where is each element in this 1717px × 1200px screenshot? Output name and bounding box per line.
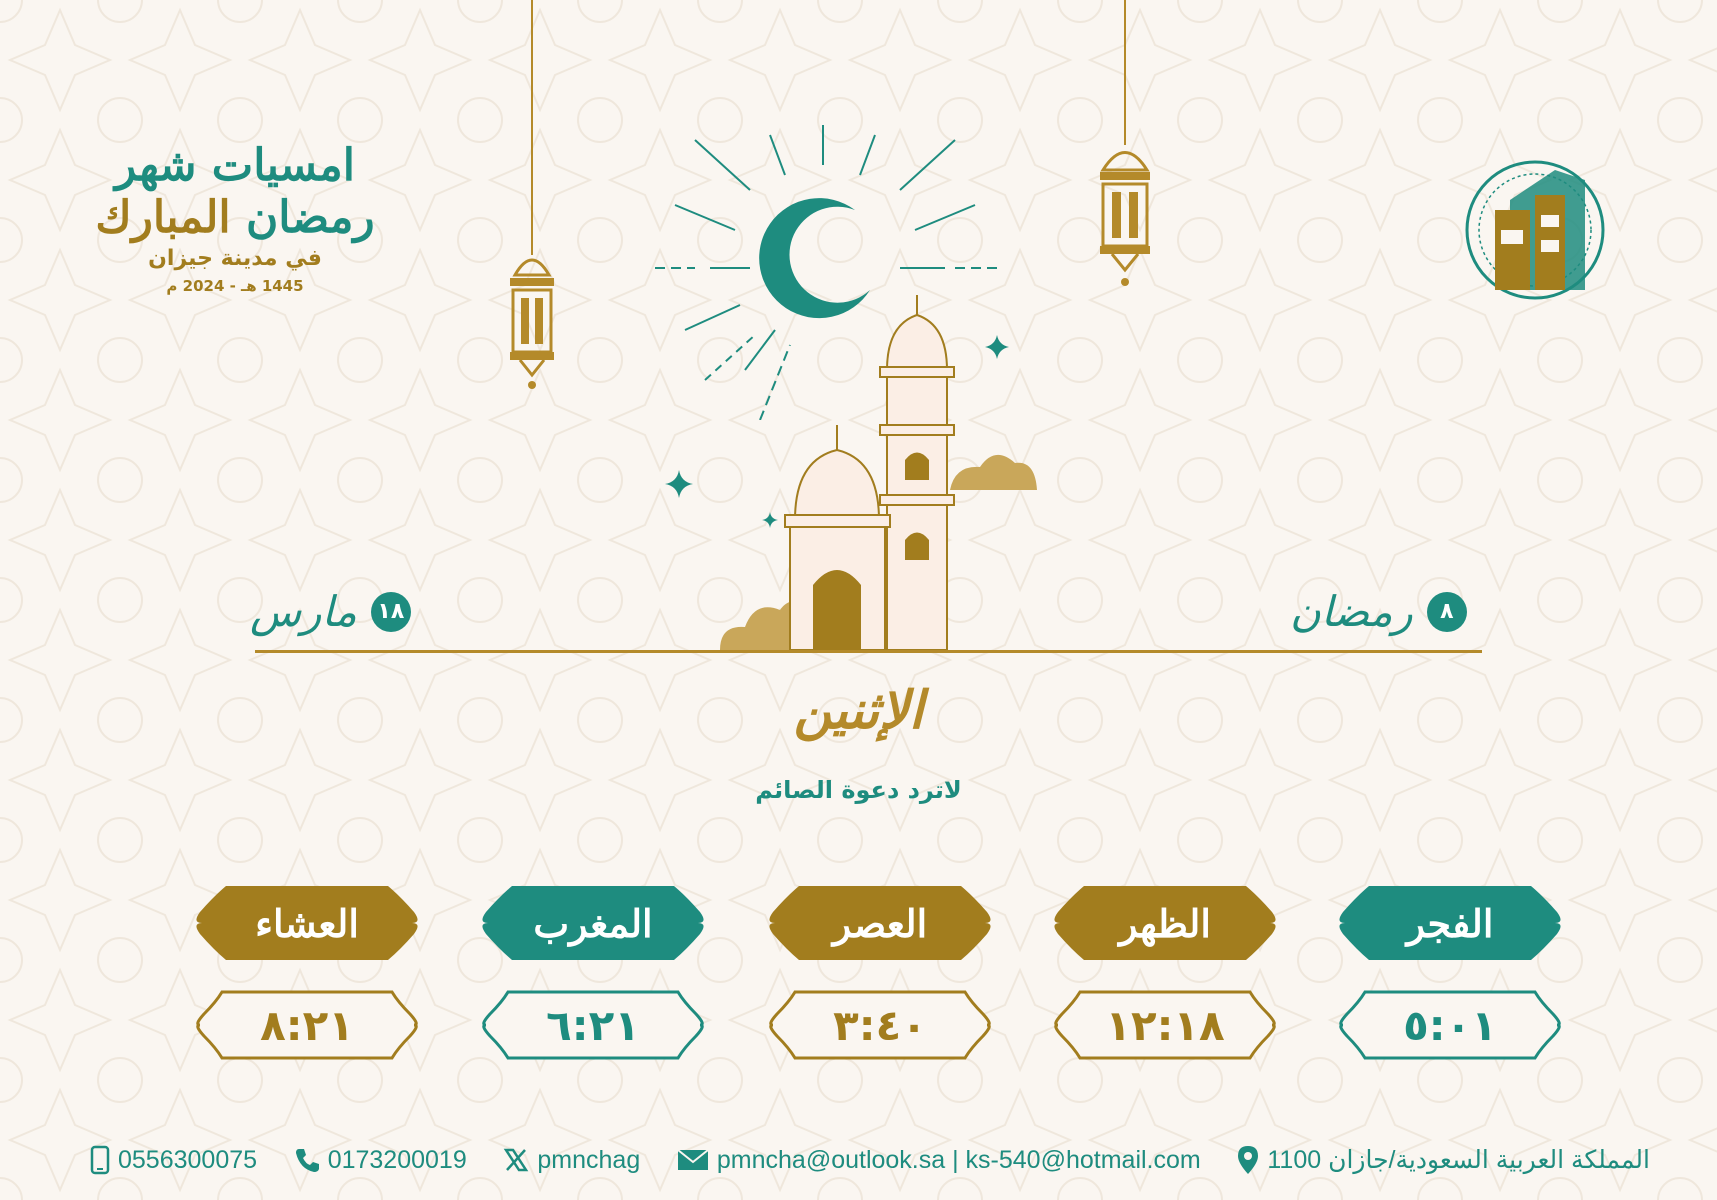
footer xyxy=(90,1140,1650,1180)
weekday: الإثنين xyxy=(793,680,924,741)
x-icon xyxy=(503,1147,529,1173)
footer-mobile xyxy=(90,1145,257,1175)
logo-city: في مدينة جيزان xyxy=(148,246,322,271)
prayer-time-value: ٥:٠١ xyxy=(1403,1000,1497,1050)
logo-title xyxy=(55,140,415,244)
prayer-time-value: ٣:٤٠ xyxy=(833,1000,927,1050)
prayer-time-value: ٨:٢١ xyxy=(260,1000,354,1050)
phone-icon xyxy=(294,1147,320,1173)
prayer-time xyxy=(1050,984,1280,1066)
location-icon xyxy=(1237,1145,1259,1175)
prayer-time-value: ٦:٢١ xyxy=(546,1000,640,1050)
event-logo xyxy=(55,140,415,295)
gregorian-month: مارس xyxy=(250,587,357,636)
organization-emblem xyxy=(1455,140,1615,310)
prayer-label xyxy=(478,882,708,964)
prayer-time xyxy=(765,984,995,1066)
lantern-icon xyxy=(495,0,570,400)
prayer-label xyxy=(192,882,422,964)
gregorian-date xyxy=(250,587,411,636)
prayer-name: الفجر xyxy=(1406,900,1494,946)
footer-email xyxy=(677,1146,1201,1175)
twitter-handle: pmnchag xyxy=(537,1145,641,1174)
prayer-label xyxy=(765,882,995,964)
logo-title-line1: امسيات شهر رمضان xyxy=(115,140,375,243)
prayer-label xyxy=(1335,882,1565,964)
footer-address xyxy=(1237,1145,1650,1175)
gregorian-day-badge: ١٨ xyxy=(371,592,411,632)
mosque-icon xyxy=(715,295,1045,655)
phone-number: 0173200019 xyxy=(327,1145,467,1174)
mobile-number: 0556300075 xyxy=(118,1145,258,1174)
footer-twitter xyxy=(503,1146,640,1175)
divider xyxy=(255,650,1482,653)
prayer-name: الظهر xyxy=(1119,900,1211,946)
logo-year: 1445 هـ - 2024 م xyxy=(166,277,304,295)
footer-phone xyxy=(294,1146,467,1175)
mobile-icon xyxy=(90,1145,110,1175)
logo-title-line2: المبارك xyxy=(95,192,231,243)
email-addresses: pmncha@outlook.sa | ks-540@hotmail.com xyxy=(716,1145,1201,1174)
prayer-time xyxy=(1335,984,1565,1066)
mail-icon xyxy=(677,1148,709,1172)
hijri-day-badge: ٨ xyxy=(1427,592,1467,632)
hijri-date xyxy=(1290,587,1467,636)
prayer-label xyxy=(1050,882,1280,964)
hijri-month: رمضان xyxy=(1290,587,1413,636)
prayer-time xyxy=(478,984,708,1066)
motto: لاترد دعوة الصائم xyxy=(755,776,962,804)
address: المملكة العربية السعودية/جازان 1100 xyxy=(1267,1146,1650,1174)
lantern-icon xyxy=(1088,0,1163,295)
sparkle-icon xyxy=(665,470,693,498)
prayer-name: العشاء xyxy=(255,900,359,946)
prayer-time xyxy=(192,984,422,1066)
prayer-name: المغرب xyxy=(533,900,653,946)
prayer-name: العصر xyxy=(832,900,928,946)
prayer-time-value: ١٢:١٨ xyxy=(1105,1000,1225,1050)
